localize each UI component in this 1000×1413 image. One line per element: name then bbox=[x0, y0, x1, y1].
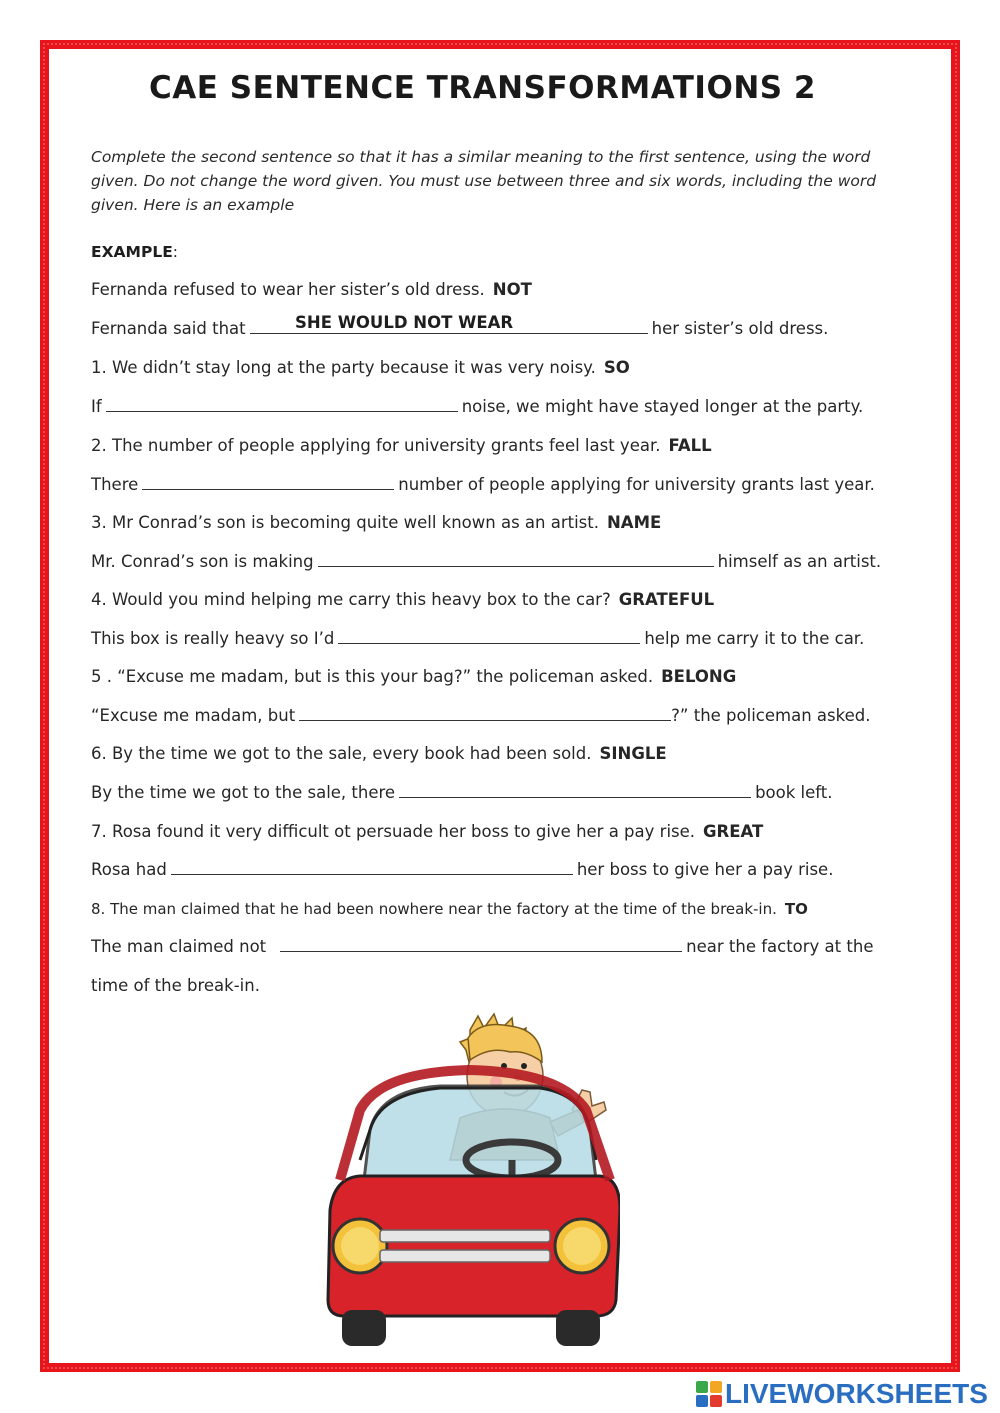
answer-blank-4[interactable] bbox=[338, 629, 640, 644]
question-3-sentence: 3. Mr Conrad’s son is becoming quite well known as an artist. NAME bbox=[91, 513, 662, 532]
question-8-transformation-cont: time of the break-in. bbox=[91, 976, 260, 995]
example-label: EXAMPLE: bbox=[91, 243, 179, 261]
question-1-sentence: 1. We didn’t stay long at the party because it was very noisy. SO bbox=[91, 358, 630, 377]
brand-name: LIVEWORKSHEETS bbox=[725, 1378, 988, 1409]
question-1-transformation: If noise, we might have stayed longer at the party. bbox=[91, 397, 864, 416]
question-8-transformation: The man claimed not near the factory at the bbox=[91, 937, 874, 956]
answer-blank-2[interactable] bbox=[142, 475, 394, 490]
question-6-sentence: 6. By the time we got to the sale, every book had been sold. SINGLE bbox=[91, 744, 667, 763]
answer-blank-5[interactable] bbox=[299, 706, 671, 721]
question-4-transformation: This box is really heavy so I’d help me carry it to the car. bbox=[91, 629, 865, 648]
example-keyword: NOT bbox=[492, 280, 532, 299]
question-3-transformation: Mr. Conrad’s son is making himself as an artist. bbox=[91, 552, 882, 571]
question-8-sentence: 8. The man claimed that he had been nowhere near the factory at the time of the break-in. TO bbox=[91, 900, 808, 918]
answer-blank-1[interactable] bbox=[106, 397, 458, 412]
example-transformation: Fernanda said that her sister’s old dress. bbox=[91, 319, 829, 338]
answer-blank-3[interactable] bbox=[318, 552, 714, 567]
liveworksheets-logo[interactable] bbox=[696, 1378, 996, 1410]
question-7-sentence: 7. Rosa found it very difficult ot persuade her boss to give her a pay rise. GREAT bbox=[91, 822, 764, 841]
question-4-sentence: 4. Would you mind helping me carry this heavy box to the car? GRATEFUL bbox=[91, 590, 715, 609]
example-answer: SHE WOULD NOT WEAR bbox=[295, 313, 514, 332]
car-illustration bbox=[320, 1010, 620, 1350]
question-6-transformation: By the time we got to the sale, there book left. bbox=[91, 783, 833, 802]
question-5-transformation: “Excuse me madam, but ?” the policeman asked. bbox=[91, 706, 871, 725]
answer-blank-6[interactable] bbox=[399, 783, 751, 798]
logo-icon bbox=[696, 1381, 722, 1407]
question-2-transformation: There number of people applying for university grants last year. bbox=[91, 475, 875, 494]
answer-blank-8[interactable] bbox=[280, 937, 682, 952]
example-sentence: Fernanda refused to wear her sister’s old dress. NOT bbox=[91, 280, 532, 299]
instructions: Complete the second sentence so that it has a similar meaning to the first sentence, using the word given. Do not change the word given. You must use between three and six words, including the word given. Here is an example bbox=[91, 148, 877, 214]
question-2-sentence: 2. The number of people applying for university grants feel last year. FALL bbox=[91, 436, 712, 455]
answer-blank-7[interactable] bbox=[171, 860, 573, 875]
question-5-sentence: 5 . “Excuse me madam, but is this your bag?” the policeman asked. BELONG bbox=[91, 667, 737, 686]
question-7-transformation: Rosa had her boss to give her a pay rise. bbox=[91, 860, 834, 879]
page-title: CAE SENTENCE TRANSFORMATIONS 2 bbox=[149, 70, 816, 106]
